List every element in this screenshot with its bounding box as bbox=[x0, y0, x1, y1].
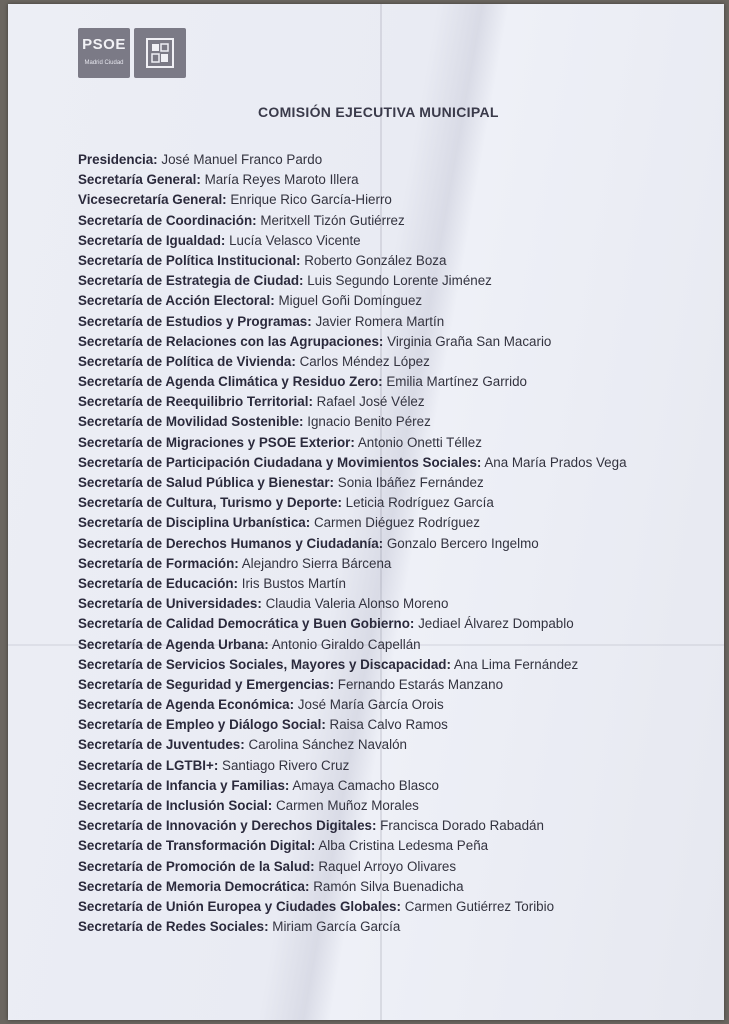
member-name: Alba Cristina Ledesma Peña bbox=[318, 838, 489, 854]
list-item bbox=[78, 594, 708, 614]
list-item bbox=[78, 877, 708, 897]
role-label: Secretaría de Juventudes: bbox=[78, 737, 245, 753]
member-name: Carmen Gutiérrez Toribio bbox=[404, 898, 555, 914]
list-item bbox=[78, 291, 708, 311]
role-label: Secretaría de Participación Ciudadana y Movimientos Sociales: bbox=[78, 454, 482, 470]
list-item bbox=[78, 513, 708, 533]
list-item bbox=[78, 150, 708, 170]
member-name: Jediael Álvarez Dompablo bbox=[418, 616, 574, 632]
list-item bbox=[78, 352, 708, 372]
member-name: Sonia Ibáñez Fernández bbox=[337, 475, 484, 490]
member-name: Alejandro Sierra Bárcena bbox=[241, 555, 392, 571]
member-name: Luis Segundo Lorente Jiménez bbox=[307, 273, 492, 289]
list-item bbox=[78, 917, 708, 937]
list-item bbox=[78, 231, 708, 251]
member-name: Carmen Muñoz Morales bbox=[275, 798, 419, 813]
list-item bbox=[78, 251, 708, 271]
list-item bbox=[78, 897, 708, 917]
member-name: Antonio Onetti Téllez bbox=[357, 434, 482, 450]
member-name: Carlos Méndez López bbox=[299, 353, 430, 369]
list-item bbox=[78, 554, 708, 574]
role-label: Secretaría General: bbox=[78, 172, 201, 188]
list-item bbox=[78, 271, 708, 291]
member-name: Santiago Rivero Cruz bbox=[222, 757, 350, 773]
list-item bbox=[78, 170, 708, 190]
role-label: Secretaría de Agenda Climática y Residuo Zero: bbox=[78, 374, 383, 390]
member-name: Carolina Sánchez Navalón bbox=[248, 737, 408, 753]
member-name: Fernando Estarás Manzano bbox=[337, 676, 504, 692]
member-name: Raisa Calvo Ramos bbox=[329, 717, 448, 733]
role-label: Secretaría de Innovación y Derechos Digitales: bbox=[78, 818, 377, 834]
list-item bbox=[78, 473, 708, 493]
member-name: Lucía Velasco Vicente bbox=[229, 232, 361, 248]
role-label: Secretaría de Educación: bbox=[78, 575, 239, 591]
member-name: Raquel Arroyo Olivares bbox=[318, 858, 457, 874]
list-item bbox=[78, 332, 708, 352]
member-name: Ignacio Benito Pérez bbox=[307, 414, 431, 430]
list-item bbox=[78, 735, 708, 755]
list-item bbox=[78, 312, 708, 332]
member-name: Iris Bustos Martín bbox=[241, 575, 346, 591]
member-name: Ana María Prados Vega bbox=[484, 454, 627, 470]
role-label: Secretaría de Agenda Urbana: bbox=[78, 636, 269, 652]
member-name: Javier Romera Martín bbox=[315, 313, 445, 329]
role-label: Secretaría de Acción Electoral: bbox=[78, 293, 275, 309]
role-label: Secretaría de Disciplina Urbanística: bbox=[78, 515, 311, 531]
member-name: José Manuel Franco Pardo bbox=[161, 152, 323, 167]
member-name: Miguel Goñi Domínguez bbox=[278, 293, 423, 309]
list-item bbox=[78, 857, 708, 877]
member-name: Emilia Martínez Garrido bbox=[386, 374, 528, 390]
list-item bbox=[78, 190, 708, 210]
member-name: Antonio Giraldo Capellán bbox=[271, 636, 421, 652]
member-name: Francisca Dorado Rabadán bbox=[380, 818, 544, 834]
member-name: Gonzalo Bercero Ingelmo bbox=[386, 535, 539, 551]
role-label: Secretaría de Redes Sociales: bbox=[78, 919, 269, 935]
role-label: Vicesecretaría General: bbox=[78, 192, 227, 208]
role-label: Secretaría de LGTBI+: bbox=[78, 757, 219, 773]
role-label: Secretaría de Derechos Humanos y Ciudadanía: bbox=[78, 535, 384, 551]
list-item bbox=[78, 412, 708, 432]
role-label: Secretaría de Coordinación: bbox=[78, 212, 257, 228]
logo-city-text: Madrid Ciudad bbox=[84, 60, 124, 66]
role-label: Secretaría de Salud Pública y Bienestar: bbox=[78, 475, 335, 490]
list-item bbox=[78, 392, 708, 412]
list-item bbox=[78, 614, 708, 634]
role-label: Secretaría de Cultura, Turismo y Deporte: bbox=[78, 495, 342, 511]
list-item bbox=[78, 453, 708, 473]
psoe-logo bbox=[78, 28, 130, 78]
role-label: Secretaría de Estudios y Programas: bbox=[78, 313, 312, 329]
role-label: Secretaría de Unión Europea y Ciudades Globales: bbox=[78, 898, 401, 914]
list-item bbox=[78, 372, 708, 392]
member-name: Leticia Rodríguez García bbox=[345, 495, 494, 511]
role-label: Secretaría de Empleo y Diálogo Social: bbox=[78, 717, 326, 733]
member-name: Meritxell Tizón Gutiérrez bbox=[260, 212, 405, 228]
role-label: Secretaría de Infancia y Familias: bbox=[78, 777, 290, 793]
role-label: Secretaría de Transformación Digital: bbox=[78, 838, 316, 854]
member-name: José María García Orois bbox=[297, 697, 444, 713]
list-item bbox=[78, 836, 708, 856]
role-label: Secretaría de Memoria Democrática: bbox=[78, 878, 310, 894]
list-item bbox=[78, 796, 708, 816]
role-label: Secretaría de Igualdad: bbox=[78, 232, 226, 248]
role-label: Secretaría de Política Institucional: bbox=[78, 252, 301, 268]
logo-brand-text: PSOE bbox=[82, 36, 126, 53]
list-item bbox=[78, 776, 708, 796]
list-item bbox=[78, 534, 708, 554]
list-item bbox=[78, 715, 708, 735]
role-label: Secretaría de Estrategia de Ciudad: bbox=[78, 273, 304, 289]
member-name: Rafael José Vélez bbox=[316, 394, 425, 410]
role-label: Secretaría de Promoción de la Salud: bbox=[78, 858, 315, 874]
member-name: Roberto González Boza bbox=[304, 252, 447, 268]
list-item bbox=[78, 675, 708, 695]
role-label: Secretaría de Migraciones y PSOE Exterior: bbox=[78, 434, 355, 450]
member-name: Amaya Camacho Blasco bbox=[292, 777, 439, 793]
list-item bbox=[78, 816, 708, 836]
member-name: Enrique Rico García-Hierro bbox=[230, 192, 392, 208]
member-name: Claudia Valeria Alonso Moreno bbox=[265, 596, 449, 612]
list-item bbox=[78, 655, 708, 675]
role-label: Secretaría de Servicios Sociales, Mayores y Discapacidad: bbox=[78, 656, 451, 672]
rose-emblem-icon bbox=[134, 28, 186, 78]
document-title: COMISIÓN EJECUTIVA MUNICIPAL bbox=[258, 104, 499, 120]
role-label: Secretaría de Universidades: bbox=[78, 596, 262, 612]
list-item bbox=[78, 574, 708, 594]
role-label: Secretaría de Seguridad y Emergencias: bbox=[78, 676, 335, 692]
list-item bbox=[78, 211, 708, 231]
role-label: Secretaría de Calidad Democrática y Buen Gobierno: bbox=[78, 616, 415, 632]
member-name: Ramón Silva Buenadicha bbox=[313, 878, 464, 894]
member-name: Virginia Graña San Macario bbox=[387, 333, 552, 349]
member-name: Carmen Diéguez Rodríguez bbox=[313, 515, 480, 531]
role-label: Secretaría de Reequilibrio Territorial: bbox=[78, 394, 313, 410]
list-item bbox=[78, 635, 708, 655]
role-label: Presidencia: bbox=[78, 152, 158, 167]
member-list bbox=[78, 150, 708, 937]
member-name: Ana Lima Fernández bbox=[453, 656, 579, 672]
role-label: Secretaría de Política de Vivienda: bbox=[78, 353, 296, 369]
role-label: Secretaría de Movilidad Sostenible: bbox=[78, 414, 304, 430]
member-name: María Reyes Maroto Illera bbox=[204, 172, 359, 188]
list-item bbox=[78, 493, 708, 513]
member-name: Miriam García García bbox=[272, 919, 401, 935]
list-item bbox=[78, 433, 708, 453]
list-item bbox=[78, 695, 708, 715]
role-label: Secretaría de Relaciones con las Agrupaciones: bbox=[78, 333, 384, 349]
role-label: Secretaría de Formación: bbox=[78, 555, 239, 571]
role-label: Secretaría de Inclusión Social: bbox=[78, 798, 273, 813]
role-label: Secretaría de Agenda Económica: bbox=[78, 697, 295, 713]
list-item bbox=[78, 756, 708, 776]
